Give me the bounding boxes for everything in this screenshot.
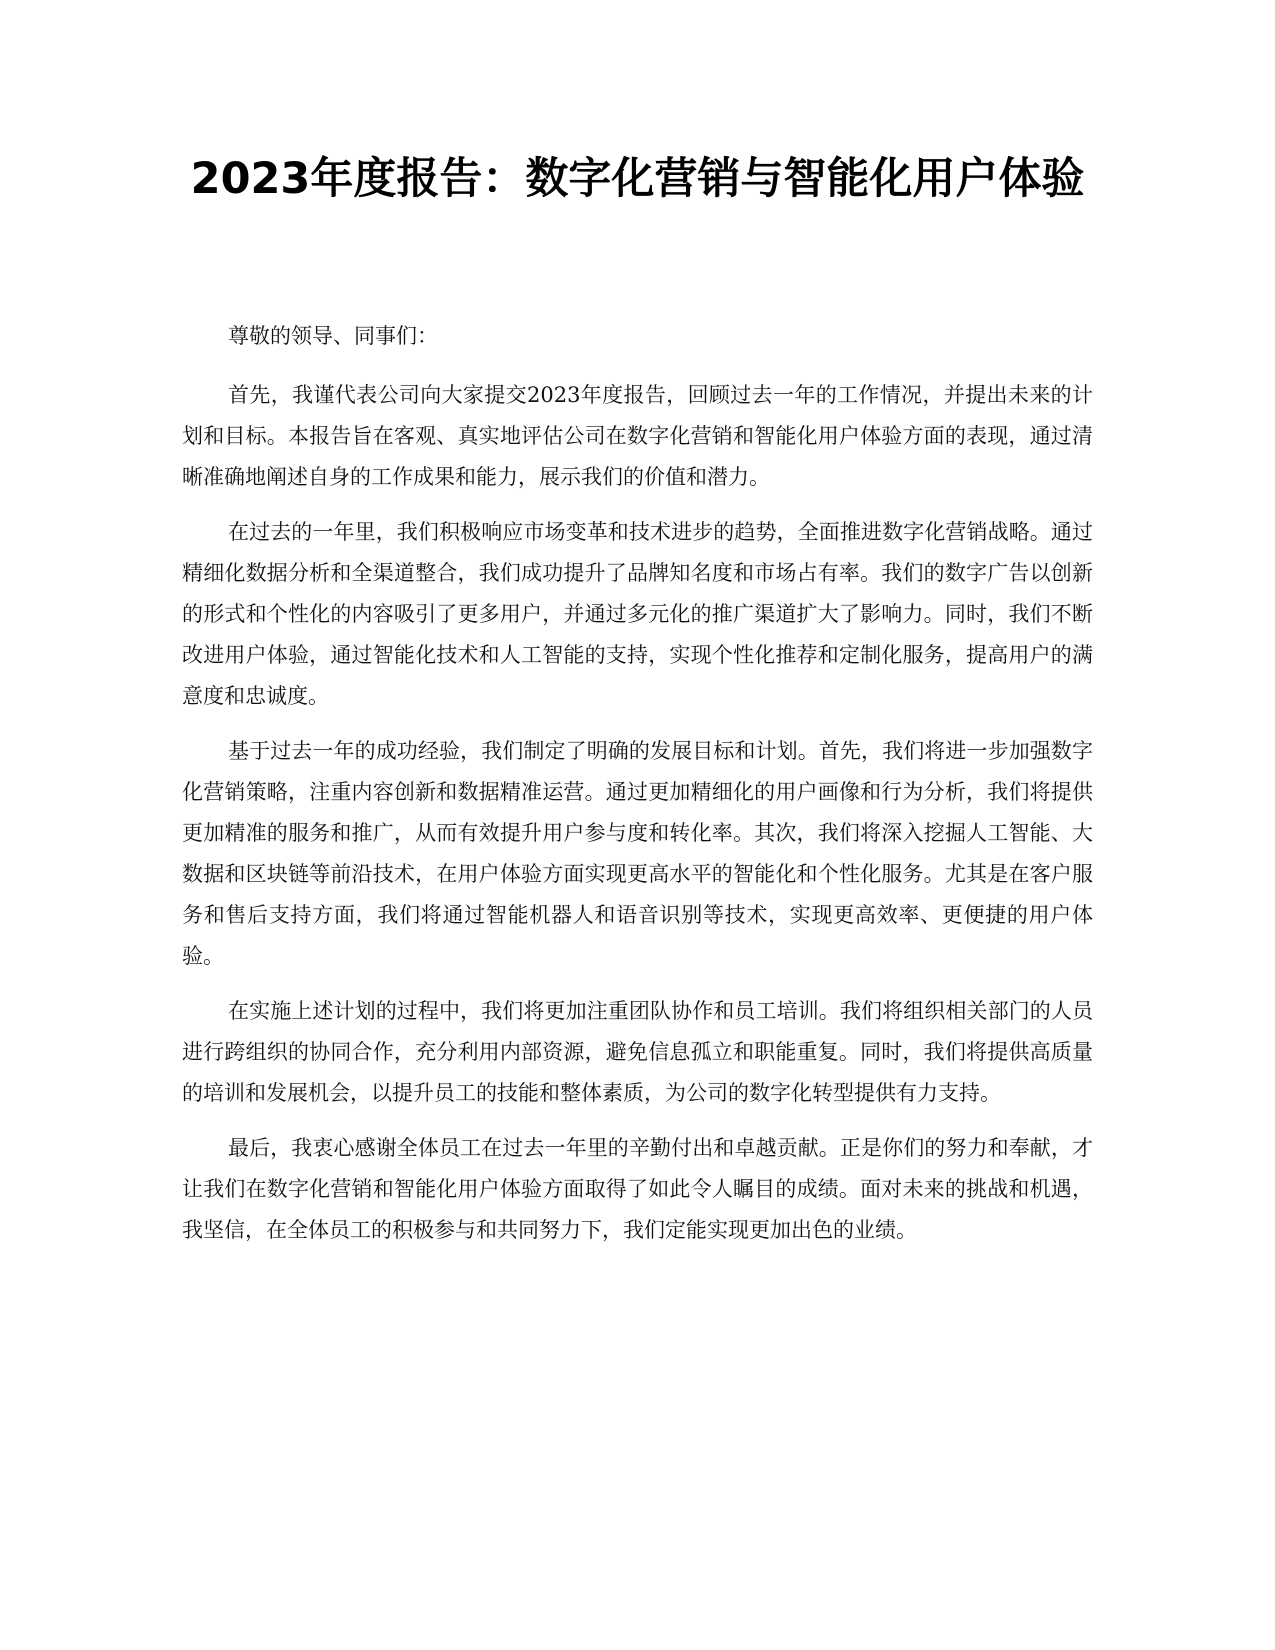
- paragraph-intro: 首先，我谨代表公司向大家提交2023年度报告，回顾过去一年的工作情况，并提出未来的计划和目标。本报告旨在客观、真实地评估公司在数字化营销和智能化用户体验方面的表现，通过清晰准确地阐述自身的工作成果和能力，展示我们的价值和潜力。: [182, 383, 1093, 489]
- document-body: [182, 316, 1093, 1265]
- paragraph-plans: 基于过去一年的成功经验，我们制定了明确的发展目标和计划。首先，我们将进一步加强数字化营销策略，注重内容创新和数据精准运营。通过更加精细化的用户画像和行为分析，我们将提供更加精准的服务和推广，从而有效提升用户参与度和转化率。其次，我们将深入挖掘人工智能、大数据和区块链等前沿技术，在用户体验方面实现更高水平的智能化和个性化服务。尤其是在客户服务和售后支持方面，我们将通过智能机器人和语音识别等技术，实现更高效率、更便捷的用户体验。: [182, 739, 1093, 968]
- document-title: 2023年度报告：数字化营销与智能化用户体验: [190, 154, 1085, 204]
- salutation: 尊敬的领导、同事们：: [228, 324, 438, 348]
- paragraph-closing: 最后，我衷心感谢全体员工在过去一年里的辛勤付出和卓越贡献。正是你们的努力和奉献，才让我们在数字化营销和智能化用户体验方面取得了如此令人瞩目的成绩。面对未来的挑战和机遇，我坚信，在全体员工的积极参与和共同努力下，我们定能实现更加出色的业绩。: [182, 1136, 1093, 1242]
- paragraph-teamwork: 在实施上述计划的过程中，我们将更加注重团队协作和员工培训。我们将组织相关部门的人员进行跨组织的协同合作，充分利用内部资源，避免信息孤立和职能重复。同时，我们将提供高质量的培训和发展机会，以提升员工的技能和整体素质，为公司的数字化转型提供有力支持。: [182, 999, 1093, 1105]
- paragraph-past-year: 在过去的一年里，我们积极响应市场变革和技术进步的趋势，全面推进数字化营销战略。通过精细化数据分析和全渠道整合，我们成功提升了品牌知名度和市场占有率。我们的数字广告以创新的形式和个性化的内容吸引了更多用户，并通过多元化的推广渠道扩大了影响力。同时，我们不断改进用户体验，通过智能化技术和人工智能的支持，实现个性化推荐和定制化服务，提高用户的满意度和忠诚度。: [182, 520, 1093, 708]
